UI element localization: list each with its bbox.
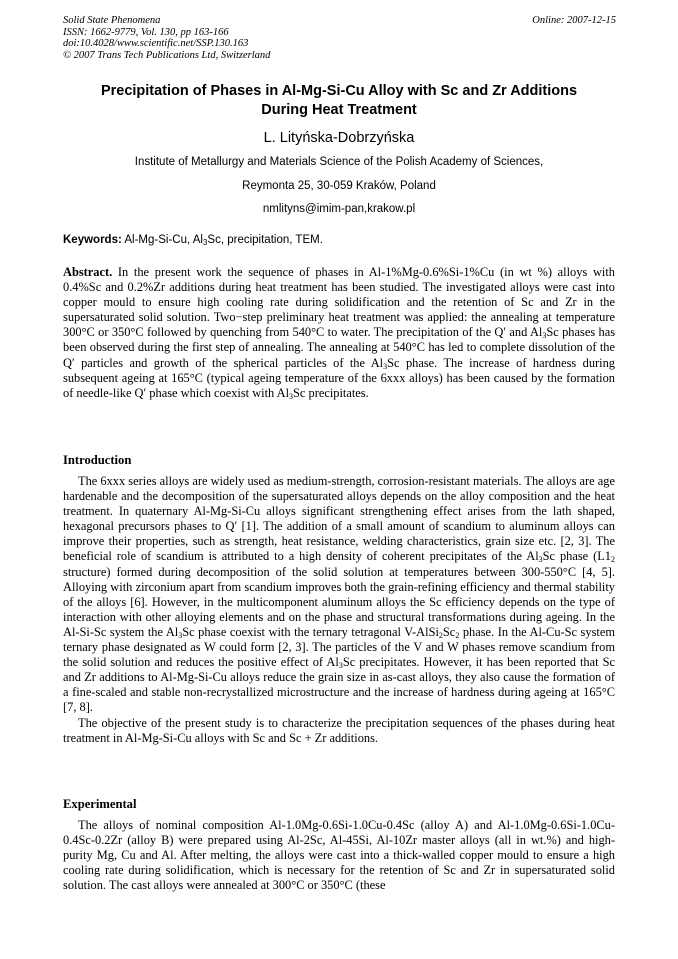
author-email: nmlityns@imim-pan,krakow.pl	[262, 203, 416, 215]
keywords-label: Keywords:	[63, 234, 122, 246]
section-heading-experimental: Experimental	[63, 797, 137, 811]
author-name: L. Lityńska-Dobrzyńska	[263, 130, 415, 146]
publication-info	[63, 15, 270, 61]
title-line-1: Precipitation of Phases in Al-Mg-Si-Cu Alloy with Sc and Zr Additions	[100, 83, 578, 99]
paper-title	[60, 82, 618, 119]
affiliation-line-1: Institute of Metallurgy and Materials Science of the Polish Academy of Sciences,	[134, 156, 544, 168]
doi-line: doi:10.4028/www.scientific.net/SSP.130.163	[63, 38, 249, 49]
intro-paragraph-1: The 6xxx series alloys are widely used as medium-strength, corrosion-resistant materials. The alloys are age hardenable and the decomposition of the supersaturated alloys depends on the alloy composition and the heat treatment. In quaternary Al-Mg-Si-Cu alloys significant strengthening effect arises from the lath shaped, hexagonal precursors phases to Q′ [1]. The addition of a small amount of scandium to aluminum alloys can improve their properties, such as strength, heat resistance, welding characteristics, grain size etc. [2, 3]. The beneficial role of scandium is attributed to a high density of coherent precipitates of the $Al_3Sc$ phase ($L1_2$ structure) formed during decomposition of the solid solution at temperatures between 300-550°C [4, 5]. Alloying with zirconium apart from scandium improves both the grain-refining efficiency and thermal stability of the alloys [6]. However, in the multicomponent aluminum alloys the Sc efficiency depends on the type of interaction with other alloying elements and on the phase and structural transformations during ageing. In the Al-Si-Sc system the $Al_3Sc$ phase coexist with the ternary tetragonal $V-AlSi_2Sc_2$ phase. In the Al-Cu-Sc system ternary phase designated as W could form [2, 3]. The particles of the V and W phases remove scandium from the solid solution and reduces the positive effect of $Al_3Sc$ precipitates. However, it has been reported that Sc and Zr additions to Al-Mg-Si-Cu alloys reduce the grain size in as-cast alloys, they also cause the formation of a fine-scaled and stable non-recrystallized microstructure and the increase of hardness during ageing at 165°C [7, 8].	[63, 474, 615, 715]
section-heading-introduction: Introduction	[63, 453, 132, 467]
copyright-line: © 2007 Trans Tech Publications Ltd, Switzerland	[63, 49, 271, 61]
issn-line: ISSN: 1662-9779, Vol. 130, pp 163-166	[63, 26, 229, 38]
title-line-2: During Heat Treatment	[261, 101, 417, 118]
journal-name: Solid State Phenomena	[63, 15, 161, 26]
keywords: Keywords: Al-Mg-Si-Cu, $Al_3Sc$, precipitation, TEM.	[63, 234, 323, 247]
introduction-body	[63, 474, 615, 746]
experimental-body	[63, 818, 615, 893]
abstract: Abstract. In the present work the sequence of phases in Al-1%Mg-0.6%Si-1%Cu (in wt %) alloys with 0.4%Sc and 0.2%Zr additions during heat treatment has been studied. The investigated alloys were cast into copper mould to ensure high cooling rate during solidification and the retention of Sc and Zr in the supersaturated solid solution. Two−step preliminary heat treatment was applied: the annealing at temperature 300°C or 350°C followed by quenching from 540°C to water. The precipitation of the Q′ and $Al_3Sc$ phases has been observed during the first step of annealing. The annealing at 540°C has led to complete dissolution of the Q′ particles and growth of the spherical particles of the $Al_3Sc$ phase. The increase of hardness during subsequent ageing at 165°C (typical ageing temperature of the 6xxx alloys) has been caused by the formation of needle-like Q′ phase which coexist with $Al_3Sc$ precipitates.	[63, 265, 616, 401]
online-date: Online: 2007-12-15	[532, 15, 616, 26]
intro-paragraph-2: The objective of the present study is to characterize the precipitation sequences of the phases during heat treatment in Al-Mg-Si-Cu alloys with Sc and Sc + Zr additions.	[63, 715, 615, 745]
experimental-paragraph-1: The alloys of nominal composition Al-1.0Mg-0.6Si-1.0Cu-0.4Sc (alloy A) and Al-1.0Mg-0.6Si-1.0Cu-0.4Sc-0.2Zr (alloy B) were prepared using Al-2Sc, Al-45Si, Al-10Zr master alloys (all in wt.%) and high-purity Mg, Cu and Al. After melting, the alloys were cast into a thick-walled copper mould to ensure a high cooling rate during solidification, which is necessary for the retention of Sc and Zr in supersaturated solid solution. The cast alloys were annealed at 300°C or 350°C (these	[63, 818, 615, 893]
affiliation-line-2: Reymonta 25, 30-059 Kraków, Poland	[242, 180, 436, 192]
abstract-label: Abstract.	[63, 265, 113, 279]
